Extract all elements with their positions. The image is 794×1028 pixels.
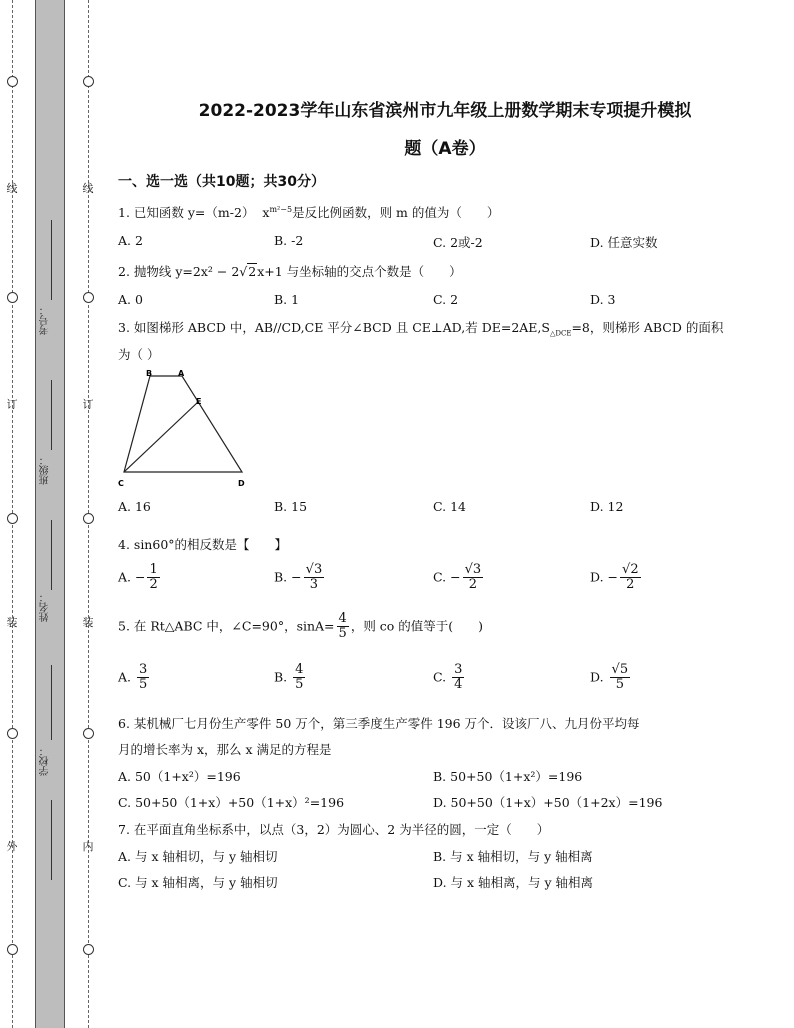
question-3-line2: 为（ ） [118,347,160,362]
class-field[interactable]: 班级： [40,455,51,485]
binding-hole [83,513,94,524]
question-6-line2: 月的增长率为 x，那么 x 满足的方程是 [118,742,332,757]
name-field[interactable]: 姓名： [40,592,51,622]
field-line [51,380,52,450]
q4-option-a[interactable]: A. − $\frac{1}{2}$ [118,562,158,593]
q5-option-a[interactable]: A. $\frac{3}{5}$ [118,662,148,693]
q6-option-b[interactable]: B. 50+50（1+x²）=196 [433,769,583,784]
school-field[interactable]: 学校： [40,746,51,776]
q5-option-c[interactable]: C. $\frac{3}{4}$ [433,662,463,693]
outer-label-xian: 线 [6,182,18,195]
question-7: 7. 在平面直角坐标系中，以点（3，2）为圆心、2 为半径的圆，一定（ ） [118,822,550,837]
point-e-label: E [196,397,202,406]
page-title-line2: 题（A卷） [404,139,486,159]
q1-option-d[interactable]: D. 任意实数 [590,235,658,250]
q4-option-c[interactable]: C. − $\frac{√3}{2}$ [433,562,482,593]
trapezoid-figure [114,366,254,491]
binding-hole [83,292,94,303]
vertex-c-label: C [118,479,124,488]
field-line [51,665,52,740]
binding-margin [0,0,110,1028]
binding-hole [7,513,18,524]
outer-label-zhuang: 装 [6,616,18,629]
binding-hole [7,76,18,87]
q7-option-a[interactable]: A. 与 x 轴相切，与 y 轴相切 [118,849,278,864]
q7-option-b[interactable]: B. 与 x 轴相切，与 y 轴相离 [433,849,593,864]
binding-hole [83,76,94,87]
q7-option-d[interactable]: D. 与 x 轴相离，与 y 轴相离 [433,875,594,890]
q6-option-d[interactable]: D. 50+50（1+x）+50（1+2x）=196 [433,795,663,810]
question-2: 2. 抛物线 y=2x² − 2√2x+1 与坐标轴的交点个数是（ ） [118,264,462,279]
question-4: 4. sin60°的相反数是【 】 [118,537,288,552]
q3-option-b[interactable]: B. 15 [274,499,308,514]
q6-option-a[interactable]: A. 50（1+x²）=196 [118,769,241,784]
field-line [51,220,52,300]
q1-option-a[interactable]: A. 2 [118,233,143,248]
field-line [51,800,52,880]
q2-option-a[interactable]: A. 0 [118,292,143,307]
q2-option-d[interactable]: D. 3 [590,292,616,307]
question-3-line1: 3. 如图梯形 ABCD 中，AB//CD,CE 平分∠BCD 且 CE⊥AD,若 $DE=2AE,S_{\triangle DCE}=8$，则梯形 ABCD 的面积 [118,320,724,338]
binding-hole [83,944,94,955]
binding-gray-band [35,0,65,1028]
vertex-d-label: D [238,479,245,488]
q6-option-c[interactable]: C. 50+50（1+x）+50（1+x）²=196 [118,795,345,810]
page-title-line1: 2022-2023学年山东省滨州市九年级上册数学期末专项提升模拟 [198,101,692,121]
question-6-line1: 6. 某机械厂七月份生产零件 50 万个，第三季度生产零件 196 万个．设该厂八、九月份平均每 [118,716,640,731]
question-5: 5. 在 Rt△ABC 中，∠C=90°，sinA= $\frac{4}{5}$ ，则 co 的值等于( ) [118,611,484,642]
trapezoid-abcd [124,376,242,472]
q7-option-c[interactable]: C. 与 x 轴相离，与 y 轴相切 [118,875,278,890]
q2-option-b[interactable]: B. 1 [274,292,300,307]
vertex-b-label: B [146,369,153,378]
q3-option-c[interactable]: C. 14 [433,499,466,514]
q5-option-d[interactable]: D. $\frac{√5}{5}$ [590,662,629,693]
q3-option-a[interactable]: A. 16 [118,499,151,514]
q1-option-b[interactable]: B. -2 [274,233,304,248]
inner-label-nei: 内 [82,840,94,853]
section-heading: 一、选一选（共10题；共30分） [118,174,325,190]
q1-option-c[interactable]: C. 2或-2 [433,235,483,250]
q4-option-d[interactable]: D. − $\frac{√2}{2}$ [590,562,639,593]
binding-hole [7,944,18,955]
inner-label-zhuang: 装 [82,616,94,629]
inner-label-xian: 线 [82,182,94,195]
inner-label-ding: 订 [82,398,94,411]
q4-option-b[interactable]: B. − $\frac{√3}{3}$ [274,562,323,593]
outer-label-ding: 订 [6,398,18,411]
outer-label-wai: 外 [6,840,18,853]
segment-ce [124,402,198,472]
question-1: 1. 已知函数 y=（m-2） $x^{m^2-5}$是反比例函数，则 m 的值为（ ） [118,204,500,220]
binding-hole [83,728,94,739]
vertex-a-label: A [178,369,185,378]
binding-hole [7,728,18,739]
binding-hole [7,292,18,303]
exam-number-field[interactable]: 考号： [40,305,51,335]
q2-option-c[interactable]: C. 2 [433,292,459,307]
q5-option-b[interactable]: B. $\frac{4}{5}$ [274,662,304,693]
q3-option-d[interactable]: D. 12 [590,499,624,514]
field-line [51,520,52,590]
